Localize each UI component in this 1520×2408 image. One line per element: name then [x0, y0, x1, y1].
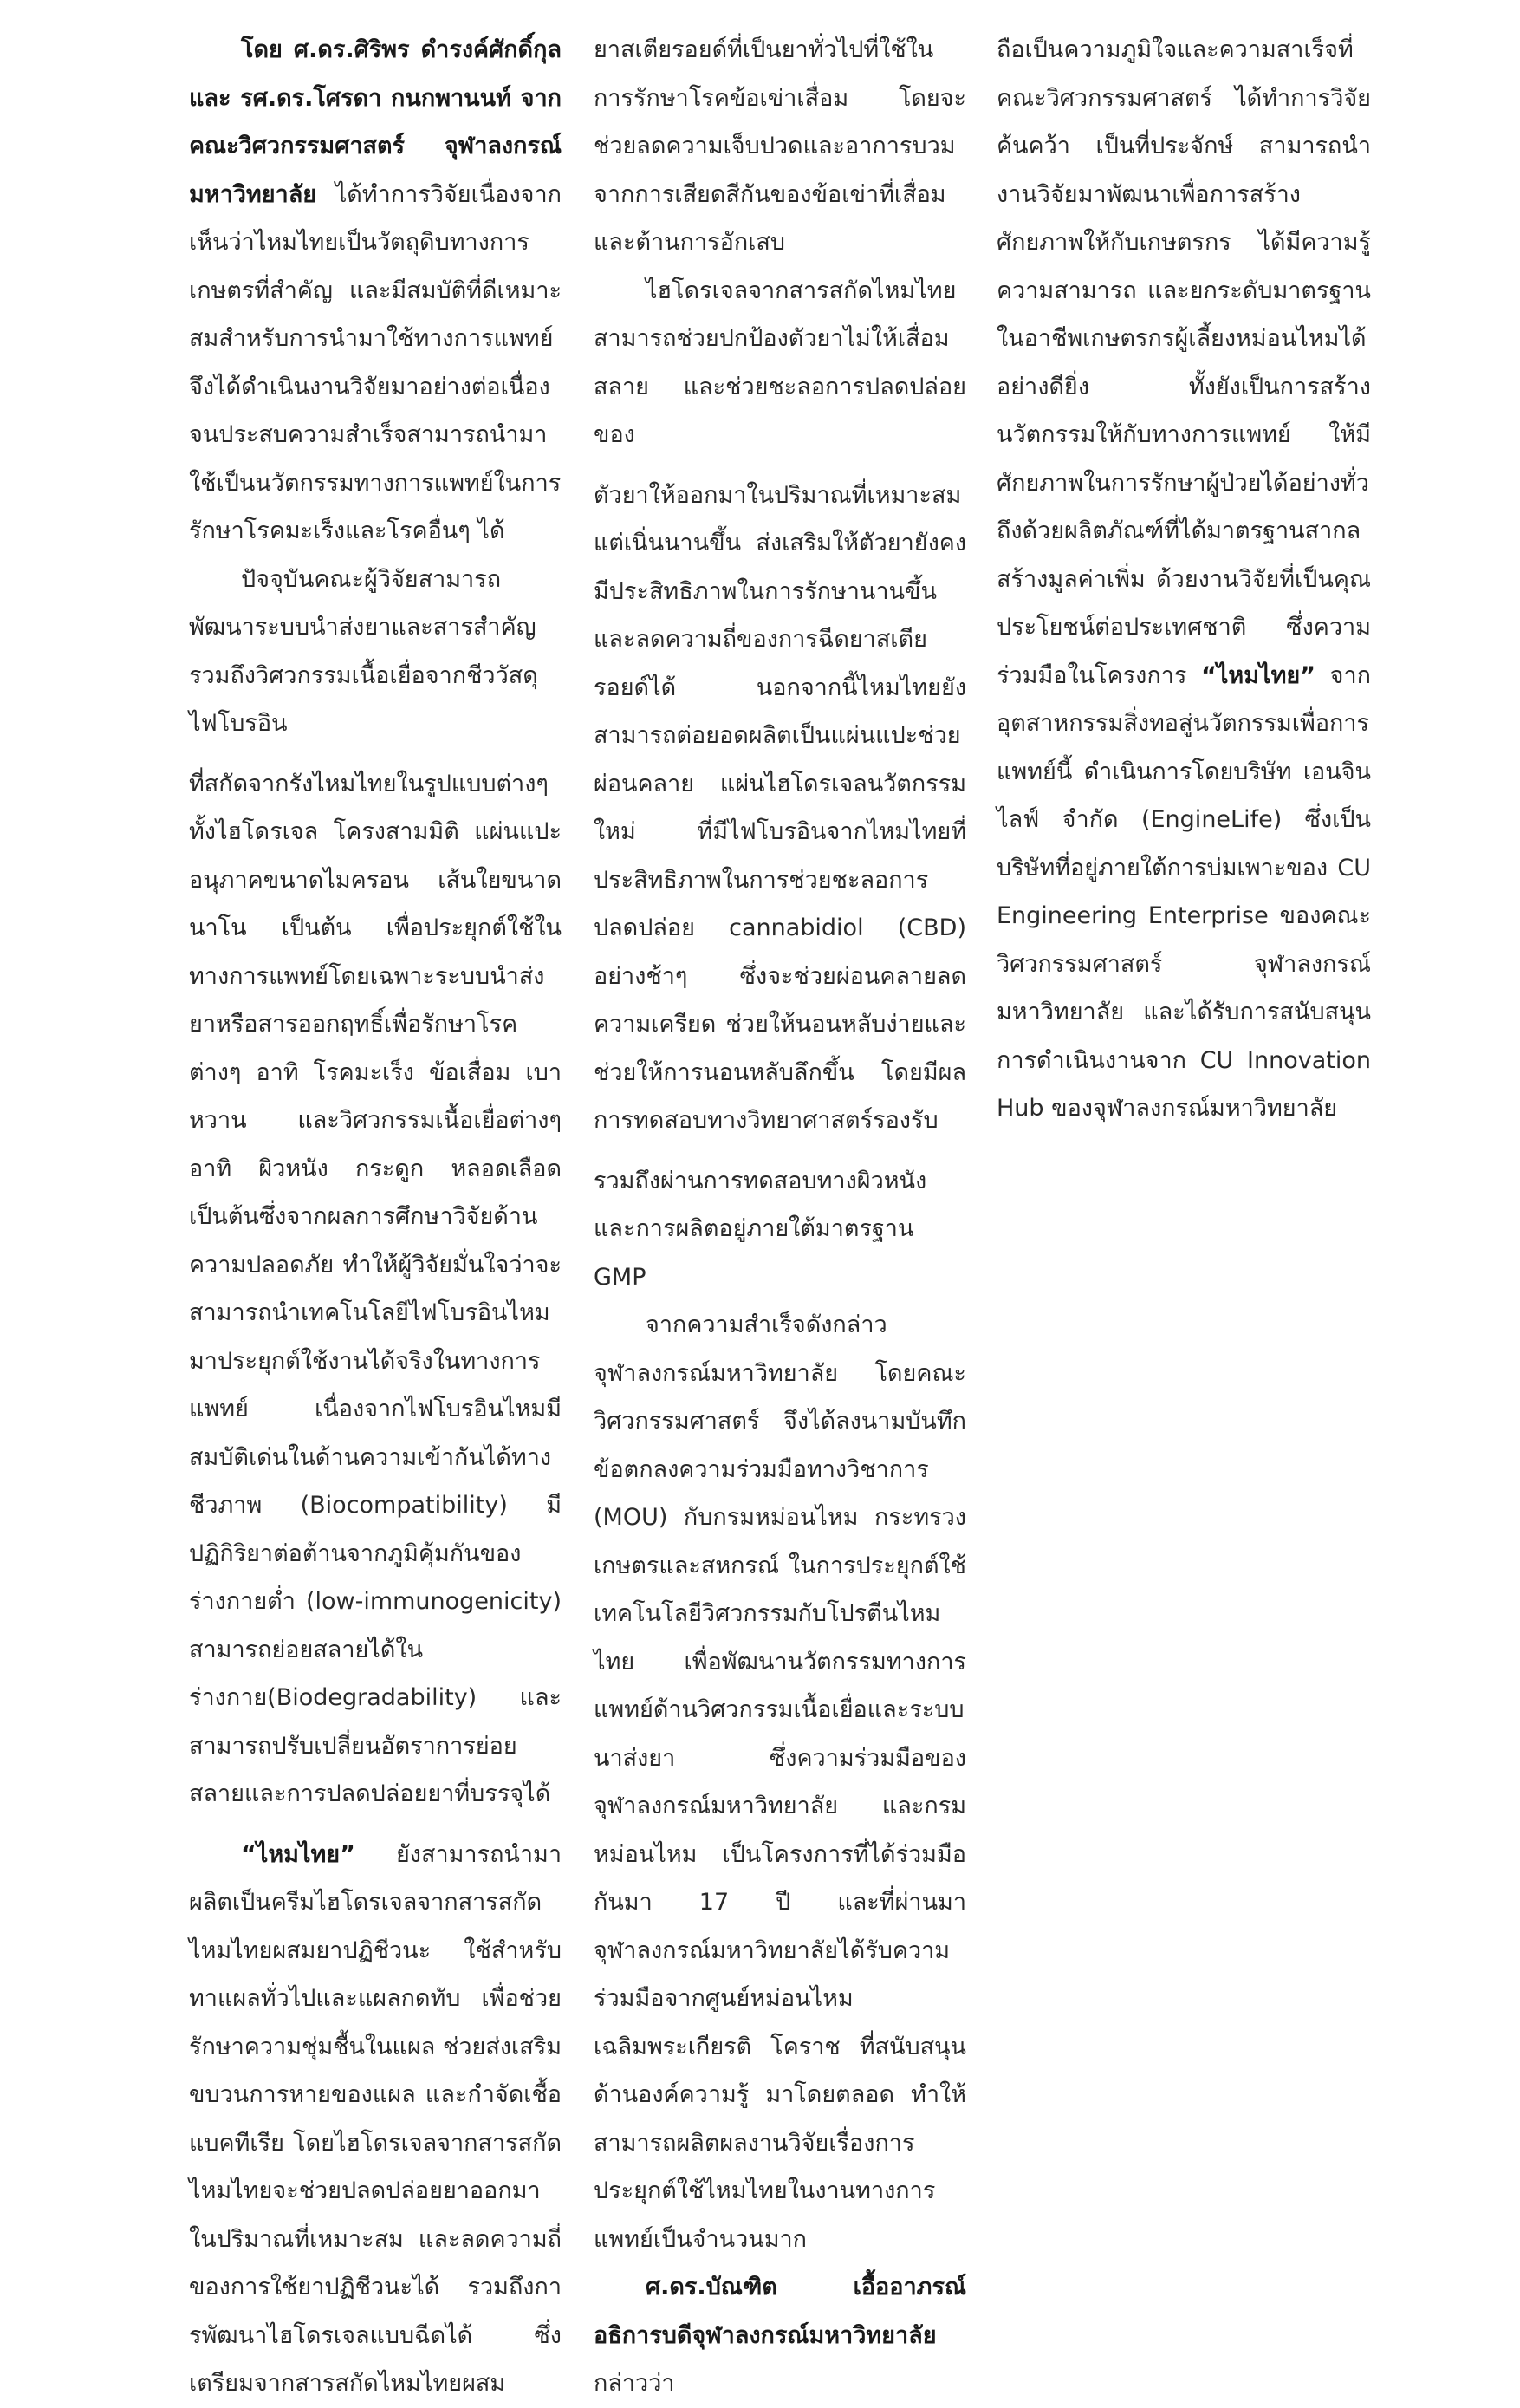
article-column-3	[997, 26, 1371, 1133]
article-column-1	[189, 26, 562, 2408]
thai-silk-cream-text: ยังสามารถนำมาผลิตเป็นครีมไฮโดรเจลจากสารสกัดไหมไทยผสมยาปฏิชีวนะ ใช้สำหรับทาแผลทั่วไปและแผลกดทับ เพื่อช่วยรักษาความชุ่มชื้นในแผล ช่วยส่งเสริมขบวนการหายของแผล และกำจัดเชื้อแบคทีเรีย โดยไฮโดรเจลจากสารสกัดไหมไทยจะช่วยปลดปล่อยยาออกมาในปริมาณที่เหมาะสม และลดความถี่ของการใช้ยาปฏิชีวนะได้ รวมถึงการพัฒนาไฮโดรเจลแบบฉีดได้ ซึ่งเตรียมจากสารสกัดไหมไทยผสม	[189, 1840, 562, 2397]
president-name: ศ.ดร.บัณฑิต เอื้ออาภรณ์ อธิการบดีจุฬาลงกรณ์มหาวิทยาลัย	[594, 2274, 966, 2349]
president-said: กล่าวว่า	[594, 2370, 675, 2397]
pride-text-a: ถือเป็นความภูมิใจและความสาเร็จที่คณะวิศวกรรมศาสตร์ ได้ทำการวิจัยค้นคว้า เป็นที่ประจักษ์ สามารถนำงานวิจัยมาพัฒนาเพื่อการสร้างศักยภาพให้กับเกษตรกร ได้มีความรู้ ความสามารถ และยกระดับมาตรฐานในอาชีพเกษตรกรผู้เลี้ยงหม่อนไหมได้อย่างดียิ่ง ทั้งยังเป็นการสร้างนวัตกรรมให้กับทางการแพทย์ ให้มีศักยภาพในการรักษาผู้ป่วยได้อย่างทั่วถึงด้วยผลิตภัณฑ์ที่ได้มาตรฐานสากล สร้างมูลค่าเพิ่ม ด้วยงานวิจัยที่เป็นคุณประโยชน์ต่อประเทศชาติ ซึ่งความร่วมมือในโครงการ	[997, 36, 1371, 689]
author-byline: โดย ศ.ดร.ศิริพร ดำรงค์ศักดิ์กุล และ รศ.ดร.โศรดา กนกพานนท์ จาก คณะวิศวกรรมศาสตร์ จุฬาลงกรณ์มหาวิทยาลัย	[189, 36, 562, 208]
thai-silk-emphasis: “ไหมไทย”	[241, 1840, 355, 1868]
thai-silk-project-emphasis: “ไหมไทย”	[1201, 661, 1315, 689]
intro-paragraph	[189, 26, 562, 556]
paragraph-cbd-patch: ตัวยาให้ออกมาในปริมาณที่เหมาะสมแต่เนิ่นนานขึ้น ส่งเสริมให้ตัวยายังคงมีประสิทธิภาพในการรักษานานขึ้น และลดความถี่ของการฉีดยาสเตียรอยด์ได้ นอกจากนี้ไหมไทยยังสามารถต่อยอดผลิตเป็นแผ่นแปะช่วยผ่อนคลาย แผ่นไฮโดรเจลนวัตกรรมใหม่ ที่มีไฟโบรอินจากไหมไทยที่ประสิทธิภาพในการช่วยชะลอการปลดปล่อย cannabidiol (CBD) อย่างช้าๆ ซึ่งจะช่วยผ่อนคลายลดความเครียด ช่วยให้นอนหลับง่ายและช่วยให้การนอนหลับลึกขึ้น โดยมีผลการทดสอบทางวิทยาศาสตร์รองรับ	[594, 481, 966, 1134]
paragraph-thai-silk-cream	[189, 1831, 562, 2408]
intro-text: ได้ทำการวิจัยเนื่องจากเห็นว่าไหมไทยเป็นวัตถุดิบทางการเกษตรที่สำคัญ และมีสมบัติที่ดีเหมาะสมสำหรับการนำมาใช้ทางการแพทย์ จึงได้ดำเนินงานวิจัยมาอย่างต่อเนื่องจนประสบความสำเร็จสามารถนำมาใช้เป็นนวัตกรรมทางการแพทย์ในการรักษาโรคมะเร็งและโรคอื่นๆ ได้	[189, 180, 562, 544]
paragraph-hydrogel: ไฮโดรเจลจากสารสกัดไหมไทยสามารถช่วยปกป้องตัวยาไม่ให้เสื่อมสลาย และช่วยชะลอการปลดปล่อยของ	[594, 277, 966, 448]
paragraph-president-quote	[594, 2263, 966, 2408]
article-column-2	[594, 26, 966, 2408]
paragraph-fibroin-forms: ที่สกัดจากรังไหมไทยในรูปแบบต่างๆ ทั้งไฮโดรเจล โครงสามมิติ แผ่นแปะ อนุภาคขนาดไมครอน เส้นใยขนาดนาโน เป็นต้น เพื่อประยุกต์ใช้ในทางการแพทย์โดยเฉพาะระบบนำส่งยาหรือสารออกฤทธิ์เพื่อรักษาโรคต่างๆ อาทิ โรคมะเร็ง ข้อเสื่อม เบาหวาน และวิศวกรรมเนื้อเยื่อต่างๆ อาทิ ผิวหนัง กระดูก หลอดเลือด เป็นต้นซึ่งจากผลการศึกษาวิจัยด้านความปลอดภัย ทำให้ผู้วิจัยมั่นใจว่าจะสามารถนำเทคโนโลยีไฟโบรอินไหมมาประยุกต์ใช้งานได้จริงในทางการแพทย์ เนื่องจากไฟโบรอินไหมมีสมบัติเด่นในด้านความเข้ากันได้ทางชีวภาพ (Biocompatibility) มีปฏิกิริยาต่อต้านจากภูมิคุ้มกันของร่างกายต่ำ (low-immunogenicity) สามารถย่อยสลายได้ในร่างกาย(Biodegradability) และสามารถปรับเปลี่ยนอัตราการย่อยสลายและการปลดปล่อยยาที่บรรจุได้	[189, 770, 562, 1807]
paragraph-development: ปัจจุบันคณะผู้วิจัยสามารถพัฒนาระบบนำส่งยาและสารสำคัญ รวมถึงวิศวกรรมเนื้อเยื่อจากชีววัสดุไฟโบรอิน	[189, 565, 538, 737]
paragraph-gmp: รวมถึงผ่านการทดสอบทางผิวหนัง และการผลิตอยู่ภายใต้มาตรฐาน GMP	[594, 1167, 927, 1291]
pride-text-b: จากอุตสาหกรรมสิ่งทอสู่นวัตกรรมเพื่อการแพทย์นี้ ดำเนินการโดยบริษัท เอนจินไลฟ์ จำกัด (EngineLife) ซึ่งเป็นบริษัทที่อยู่ภายใต้การบ่มเพาะของ CU Engineering Enterprise ของคณะวิศวกรรมศาสตร์ จุฬาลงกรณ์มหาวิทยาลัย และได้รับการสนับสนุนการดำเนินงานจาก CU Innovation Hub ของจุฬาลงกรณ์มหาวิทยาลัย	[997, 661, 1371, 1122]
paragraph-steroid: ยาสเตียรอยด์ที่เป็นยาทั่วไปที่ใช้ในการรักษาโรคข้อเข่าเสื่อม โดยจะช่วยลดความเจ็บปวดและอาการบวมจากการเสียดสีกันของข้อเข่าที่เสื่อมและต้านการอักเสบ	[594, 36, 966, 256]
paragraph-mou: จากความสำเร็จดังกล่าว จุฬาลงกรณ์มหาวิทยาลัย โดยคณะวิศวกรรมศาสตร์ จึงได้ลงนามบันทึกข้อตกลงความร่วมมือทางวิชาการ (MOU) กับกรมหม่อนไหม กระทรวงเกษตรและสหกรณ์ ในการประยุกต์ใช้เทคโนโลยีวิศวกรรมกับโปรตีนไหมไทย เพื่อพัฒนานวัตกรรมทางการแพทย์ด้านวิศวกรรมเนื้อเยื่อและระบบนาส่งยา ซึ่งความร่วมมือของจุฬาลงกรณ์มหาวิทยาลัย และกรมหม่อนไหม เป็นโครงการที่ได้ร่วมมือกันมา 17 ปี และที่ผ่านมา จุฬาลงกรณ์มหาวิทยาลัยได้รับความร่วมมือจากศูนย์หม่อนไหมเฉลิมพระเกียรติ โคราช ที่สนับสนุนด้านองค์ความรู้ มาโดยตลอด ทำให้สามารถผลิตผลงานวิจัยเรื่องการประยุกต์ใช้ไหมไทยในงานทางการแพทย์เป็นจำนวนมาก	[594, 1311, 966, 2253]
paragraph-pride	[997, 26, 1371, 1133]
